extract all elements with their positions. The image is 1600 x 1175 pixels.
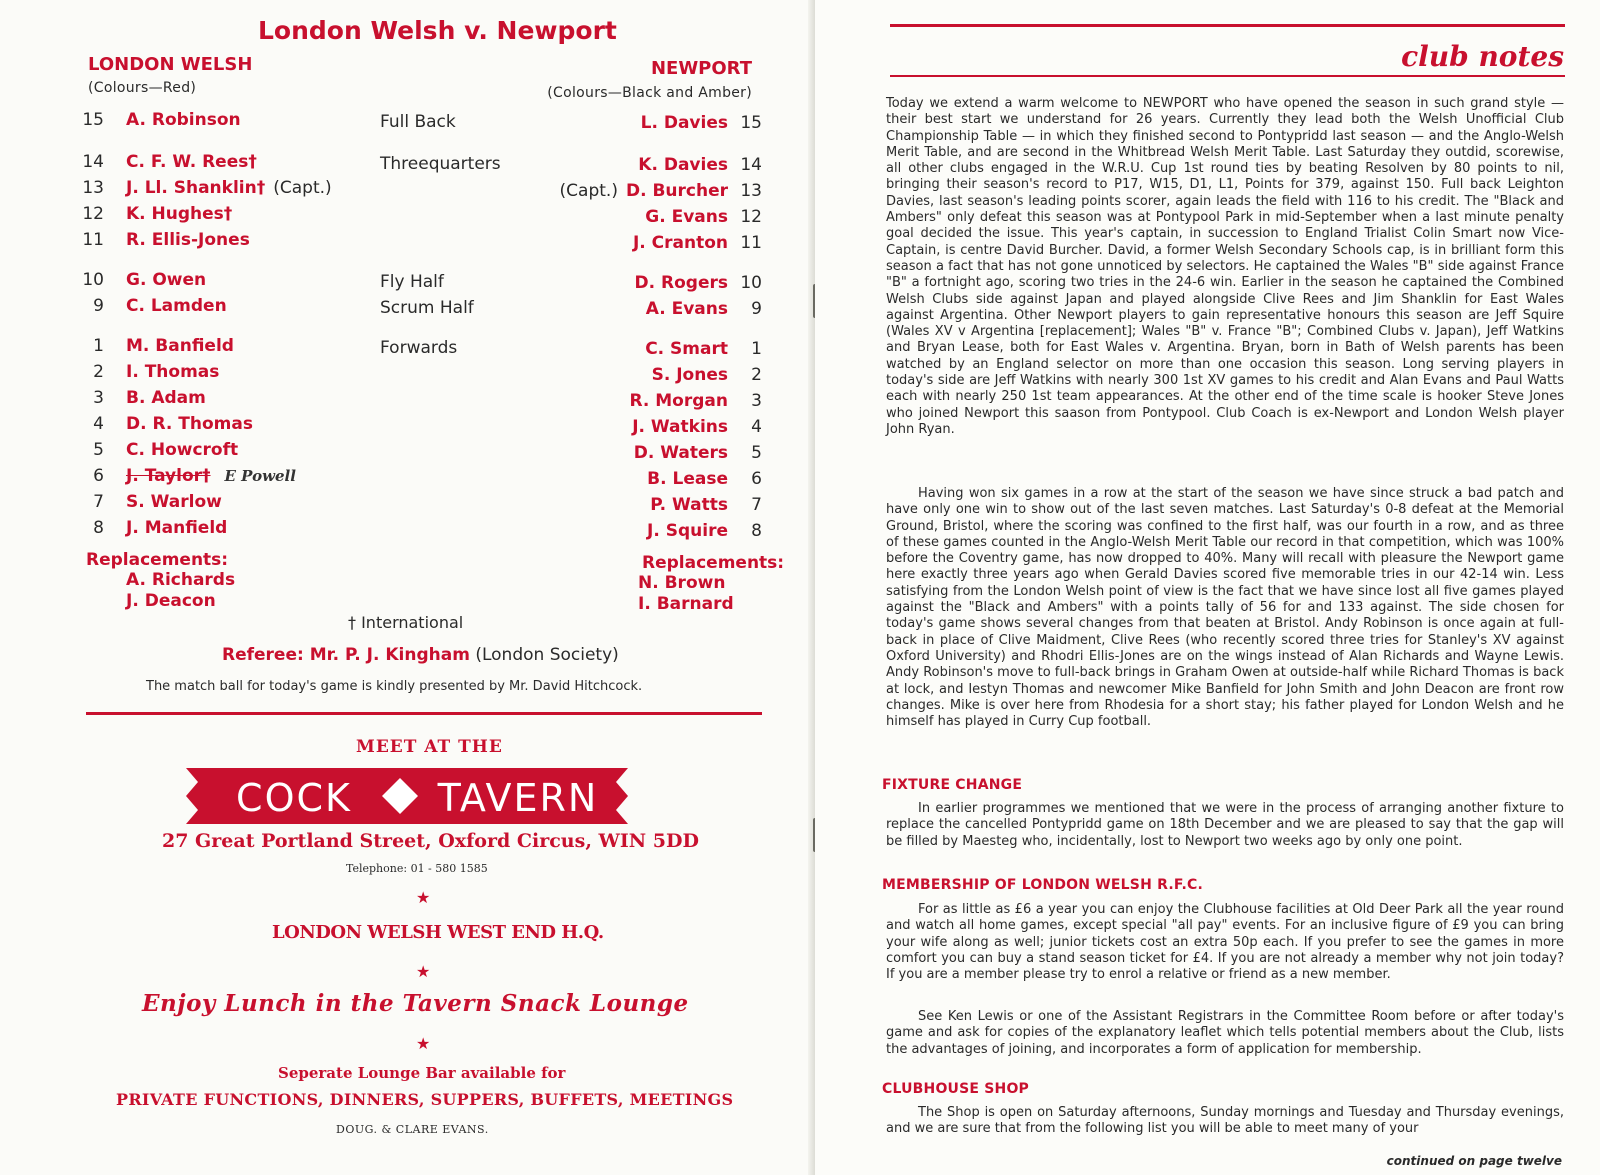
- away-player-number: 8: [751, 521, 762, 541]
- home-player-number: 11: [82, 230, 104, 250]
- banner-word-cock: COCK: [236, 776, 352, 820]
- away-replacement: I. Barnard: [638, 594, 734, 614]
- away-player-name-text: A. Evans: [645, 299, 728, 319]
- banner-word-tavern: TAVERN: [437, 776, 599, 820]
- home-player-name-text: I. Thomas: [126, 362, 220, 382]
- away-player-name: [632, 417, 728, 437]
- home-player-name: [126, 466, 296, 486]
- home-player-name: [126, 414, 253, 434]
- away-player-number: 9: [751, 299, 762, 319]
- home-player-name-text: G. Owen: [126, 270, 207, 290]
- away-player-name: [634, 443, 728, 463]
- away-player-name: [646, 299, 728, 319]
- star-divider: ★: [416, 1034, 431, 1053]
- clubhouse-shop-heading: CLUBHOUSE SHOP: [882, 1081, 1030, 1097]
- away-player-name-text: J. Squire: [647, 521, 728, 541]
- heading-rule-top: [890, 24, 1565, 27]
- home-player-name-text: C. Lamden: [126, 296, 227, 316]
- tavern-hq: LONDON WELSH WEST END H.Q.: [272, 922, 604, 943]
- home-player-name-text: D. R. Thomas: [126, 414, 253, 434]
- home-player-name-text: A. Robinson: [126, 110, 241, 130]
- advert-divider: [86, 712, 762, 715]
- away-player-name-text: S. Jones: [651, 365, 728, 385]
- home-replacement: J. Deacon: [126, 591, 216, 611]
- home-player-name-text: J. Manfield: [126, 518, 228, 538]
- away-player-name: [633, 233, 728, 253]
- away-team-colours: (Colours—Black and Amber): [547, 85, 752, 101]
- membership-heading: MEMBERSHIP OF LONDON WELSH R.F.C.: [882, 877, 1204, 893]
- away-player-number: 14: [740, 155, 762, 175]
- home-player-name: [126, 388, 206, 408]
- home-player-number: 8: [93, 518, 104, 538]
- star-divider: ★: [416, 888, 431, 907]
- away-player-name: [638, 155, 728, 175]
- home-player-name-text: J. Taylor†: [126, 466, 211, 486]
- home-player-name: [126, 230, 250, 250]
- match-title: London Welsh v. Newport: [258, 16, 617, 45]
- away-player-number: 4: [751, 417, 762, 437]
- home-player-number: 7: [93, 492, 104, 512]
- away-player-name-text: D. Waters: [633, 443, 728, 463]
- home-player-name-text: M. Banfield: [126, 336, 234, 356]
- referee-name: Referee: Mr. P. J. Kingham: [222, 645, 470, 665]
- cock-tavern-logo: [186, 768, 628, 824]
- away-player-name-text: B. Lease: [647, 469, 728, 489]
- away-player-number: 12: [740, 207, 762, 227]
- away-player-name-text: C. Smart: [645, 339, 728, 359]
- away-player-name: [645, 207, 728, 227]
- away-player-name-text: J. Cranton: [632, 233, 728, 253]
- away-player-number: 2: [751, 365, 762, 385]
- tavern-lunch: Enjoy Lunch in the Tavern Snack Lounge: [142, 990, 689, 1017]
- position-label: Threequarters: [380, 154, 501, 174]
- club-notes-heading: club notes: [1401, 40, 1564, 73]
- fixture-change-text: In earlier programmes we mentioned that we were in the process of arranging another fixture to replace the cancelled Pontypridd game on 18th December and we are pleased to say that the gap will be filled by Maesteg who, incidentally, lost to Newport two weeks ago by only one point.: [886, 801, 1564, 849]
- away-player-name-text: K. Davies: [638, 155, 728, 175]
- away-player-name: [647, 521, 728, 541]
- position-label: Scrum Half: [380, 298, 474, 318]
- away-player-name-text: P. Watts: [650, 495, 728, 515]
- season-paragraph: Having won six games in a row at the start of the season we have since struck a bad patch and have only one win to show out of the last seven matches. Last Saturday's 0-8 defeat at the Memorial Ground, Bristol, where the scoring was confined to the first half, was our fourth in a row, and as three of these games counted in the Anglo-Welsh Merit Table our record in that competition, which was 100% before the Coventry game, has now dropped to 40%. Many will recall with pleasure the Newport game here exactly three years ago when Gerald Davies scored five memorable tries in our 42-14 win. Less satisfying from the London Welsh point of view is the fact that we have since lost all five games played against the "Black and Ambers" with a points tally of 56 for and 133 against. The side chosen for today's game shows several changes from that beaten at Bristol. Andy Robinson is once again at full-back in place of Clive Maidment, Clive Rees (who recently scored three tries for Stanley's XV against Oxford University) and Rhodri Ellis-Jones are on the wings instead of Alan Richards and Wayne Lewis. Andy Robinson's move to full-back brings in Graham Owen at outside-half while Richard Thomas is back at lock, and Iestyn Thomas and newcomer Mike Banfield for John Smith and John Deacon are front row changes. Mike is over here from Rhodesia for a short stay; his father played for London Welsh and he himself has played in Curry Cup football.: [886, 486, 1564, 730]
- home-player-number: 12: [82, 204, 104, 224]
- away-player-number: 6: [751, 469, 762, 489]
- home-captain-note: (Capt.): [273, 178, 332, 198]
- home-player-name: [126, 204, 232, 224]
- home-player-name-text: B. Adam: [126, 388, 206, 408]
- away-player-number: 13: [740, 181, 762, 201]
- away-player-name: [635, 273, 728, 293]
- home-player-number: 4: [93, 414, 104, 434]
- position-label: Full Back: [380, 112, 456, 132]
- continued-note: continued on page twelve: [1386, 1154, 1562, 1168]
- away-captain-note: (Capt.): [559, 181, 618, 201]
- away-player-name-text: R. Morgan: [629, 391, 728, 411]
- home-player-number: 1: [93, 336, 104, 356]
- away-player-name: [629, 391, 728, 411]
- star-divider: ★: [416, 962, 431, 981]
- home-player-name: [126, 296, 227, 316]
- home-player-number: 5: [93, 440, 104, 460]
- away-replacement: N. Brown: [638, 573, 726, 593]
- referee-society: (London Society): [475, 645, 619, 665]
- handwritten-substitution: E Powell: [224, 467, 296, 485]
- away-player-name: [652, 365, 728, 385]
- intro-paragraph: Today we extend a warm welcome to NEWPORT who have opened the season in such grand style — their best start we understand for 26 years. Currently they lead both the Welsh Unofficial Club Championship Table — in which they finished second to Pontypridd last season — and the Anglo-Welsh Merit Table, and are second in the Whitbread Welsh Merit Table. Last Saturday they outdid, scorewise, all other clubs engaged in the W.R.U. Cup 1st round ties by beating Resolven by 80 points to nil, bringing their season's record to P17, W15, D1, L1, Points for 379, against 150. Full back Leighton Davies, last season's leading points scorer, again leads the field with 116 to his credit. The "Black and Ambers" only defeat this season was at Pontypool Park in mid-September when a last minute penalty goal decided the issue. This year's captain, in succession to England Trialist Colin Smart now Vice-Captain, is centre David Burcher. David, a former Welsh Secondary Schools cap, is in brilliant form this season a fact that has not gone unnoticed by selectors. He captained the Wales "B" side against France "B" a fortnight ago, scoring two tries in the 24-6 win. Earlier in the season he captained the Combined Welsh Clubs side against Japan and played alongside Clive Rees and Jim Shanklin for East Wales against Argentina. Other Newport players to gain representative honours this season are Jeff Squire (Wales XV v Argentina [replacement]; Wales "B" v. France "B"; Combined Clubs v. Japan), Jeff Watkins and Bryan Lease, both for East Wales v. Argentina. Bryan, born in Bath of Welsh parents has been watched by an England selector on more than one occasion this season. Long serving players in today's side are Jeff Watkins with nearly 300 1st XV games to his credit and Alan Evans and Paul Watts each with nearly 250 1st team appearances. At the other end of the time scale is hooker Steve Jones who joined Newport this saason from Pontypool. Club Coach is ex-Newport and London Welsh player John Ryan.: [886, 96, 1564, 437]
- away-player-name: [645, 339, 728, 359]
- away-replacements-label: Replacements:: [642, 553, 785, 573]
- tavern-telephone: Telephone: 01 - 580 1585: [346, 862, 488, 875]
- away-team-name: NEWPORT: [650, 58, 752, 79]
- international-note: † International: [348, 613, 464, 632]
- home-player-number: 10: [82, 270, 104, 290]
- away-player-number: 15: [740, 113, 762, 133]
- away-player-number: 3: [751, 391, 762, 411]
- away-player-name-text: D. Burcher: [625, 181, 728, 201]
- home-player-number: 9: [93, 296, 104, 316]
- home-player-name: [126, 178, 332, 198]
- away-player-name: [641, 113, 728, 133]
- home-player-name: [126, 270, 206, 290]
- away-player-number: 11: [740, 233, 762, 253]
- home-player-number: 15: [82, 110, 104, 130]
- home-player-name: [126, 110, 241, 130]
- away-player-name-text: J. Watkins: [632, 417, 728, 437]
- home-player-number: 14: [82, 152, 104, 172]
- away-player-number: 7: [751, 495, 762, 515]
- home-team-name: LONDON WELSH: [88, 54, 253, 75]
- away-player-number: 10: [740, 273, 762, 293]
- home-player-name-text: C. Howcroft: [126, 440, 239, 460]
- home-replacement: A. Richards: [126, 570, 236, 590]
- home-player-number: 13: [82, 178, 104, 198]
- home-player-name: [126, 152, 257, 172]
- tavern-lounge: Seperate Lounge Bar available for: [278, 1064, 566, 1082]
- home-player-name: [126, 492, 222, 512]
- home-team-colours: (Colours—Red): [88, 80, 197, 96]
- away-player-name: [560, 181, 728, 201]
- away-player-name: [647, 469, 728, 489]
- tavern-functions: PRIVATE FUNCTIONS, DINNERS, SUPPERS, BUFFETS, MEETINGS: [116, 1090, 734, 1109]
- away-player-name-text: D. Rogers: [634, 273, 728, 293]
- away-player-name-text: L. Davies: [640, 113, 728, 133]
- home-player-name-text: J. Ll. Shanklin†: [126, 178, 266, 198]
- home-player-number: 6: [93, 466, 104, 486]
- home-player-name-text: K. Hughes†: [126, 204, 233, 224]
- home-player-number: 2: [93, 362, 104, 382]
- tavern-owners: DOUG. & CLARE EVANS.: [336, 1123, 489, 1136]
- position-label: Forwards: [380, 338, 458, 358]
- referee: [222, 645, 619, 665]
- advert-meet-at: MEET AT THE: [356, 737, 503, 757]
- home-player-number: 3: [93, 388, 104, 408]
- away-player-name: [650, 495, 728, 515]
- home-player-name: [126, 518, 227, 538]
- home-player-name: [126, 336, 234, 356]
- away-player-number: 1: [751, 339, 762, 359]
- home-player-name: [126, 440, 238, 460]
- clubhouse-shop-text: The Shop is open on Saturday afternoons, Sunday mornings and Tuesday and Thursday evenings, and we are sure that from the following list you will be able to meet many of your: [886, 1105, 1564, 1137]
- tavern-address: 27 Great Portland Street, Oxford Circus, WIN 5DD: [162, 830, 699, 852]
- away-player-name-text: G. Evans: [645, 207, 728, 227]
- home-replacements-label: Replacements:: [86, 550, 229, 570]
- membership-text: For as little as £6 a year you can enjoy the Clubhouse facilities at Old Deer Park all the year round and watch all home games, except special "all pay" events. For an inclusive figure of £9 you can bring your wife along as well; junior tickets cost an extra 50p each. If you prefer to see the games in more comfort you can buy a stand season ticket for £4. If you are not already a member why not join today? If you are a member please try to enrol a relative or friend as a new member.: [886, 902, 1564, 983]
- home-player-name-text: R. Ellis-Jones: [126, 230, 250, 250]
- home-player-name-text: S. Warlow: [126, 492, 222, 512]
- away-player-number: 5: [751, 443, 762, 463]
- home-player-name-text: C. F. W. Rees†: [126, 152, 257, 172]
- position-label: Fly Half: [380, 272, 444, 292]
- match-ball-note: The match ball for today's game is kindly presented by Mr. David Hitchcock.: [146, 679, 643, 694]
- home-player-name: [126, 362, 219, 382]
- membership-text-2: See Ken Lewis or one of the Assistant Registrars in the Committee Room before or after today's game and ask for copies of the explanatory leaflet which tells potential members about the Club, lists the advantages of joining, and incorporates a form of application for membership.: [886, 1009, 1564, 1057]
- fixture-change-heading: FIXTURE CHANGE: [882, 777, 1023, 793]
- heading-rule-bottom: [890, 75, 1565, 77]
